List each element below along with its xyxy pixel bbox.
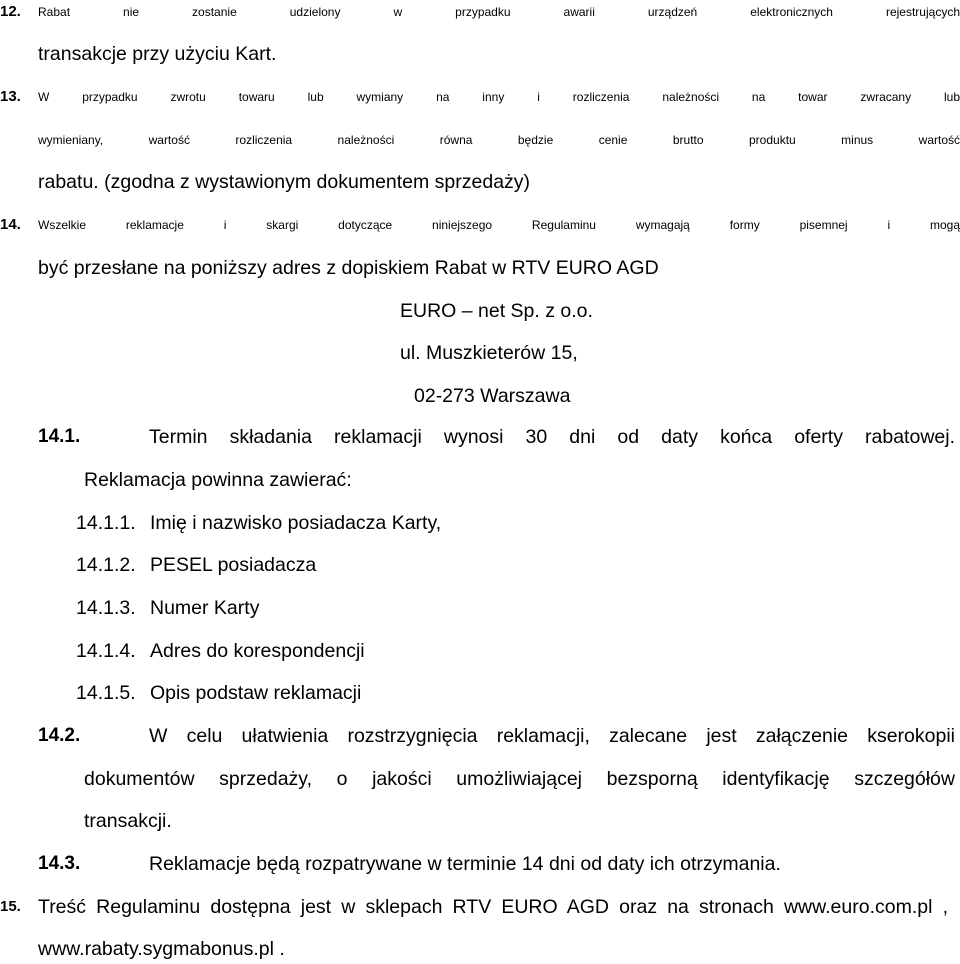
paragraph-line: transakcje przy użyciu Kart. xyxy=(38,43,277,65)
sub-item-text: Numer Karty xyxy=(150,597,260,619)
address-line: ul. Muszkieterów 15, xyxy=(400,342,578,364)
item-number: 14.3. xyxy=(38,853,81,874)
paragraph-line: Reklamacja powinna zawierać: xyxy=(84,469,352,491)
sub-item-number: 14.1.5. xyxy=(76,682,136,704)
sub-item-number: 14.1.3. xyxy=(76,597,136,619)
paragraph-line: wymieniany, wartość rozliczenia należności równa będzie cenie brutto produktu minus wartość xyxy=(38,133,960,147)
item-number: 12. xyxy=(0,3,21,20)
sub-item-number: 14.1.1. xyxy=(76,512,136,534)
paragraph-line: Reklamacje będą rozpatrywane w terminie 14 dni od daty ich otrzymania. xyxy=(149,853,781,875)
item-number: 14.2. xyxy=(38,725,81,746)
address-line: EURO – net Sp. z o.o. xyxy=(400,300,593,322)
sub-item-text: Imię i nazwisko posiadacza Karty, xyxy=(150,512,442,534)
sub-item-text: Adres do korespondencji xyxy=(150,640,365,662)
paragraph-line: transakcji. xyxy=(84,810,172,832)
paragraph-line: być przesłane na poniższy adres z dopiskiem Rabat w RTV EURO AGD xyxy=(38,257,659,279)
sub-item-text: Opis podstaw reklamacji xyxy=(150,682,362,704)
item-number: 13. xyxy=(0,88,21,105)
item-number: 14. xyxy=(0,216,21,233)
paragraph-line: Termin składania reklamacji wynosi 30 dni od daty końca oferty rabatowej. xyxy=(149,426,955,448)
item-number: 15. xyxy=(0,898,21,915)
paragraph-line: Wszelkie reklamacje i skargi dotyczące niniejszego Regulaminu wymagają formy pisemnej i mogą xyxy=(38,218,960,232)
sub-item-number: 14.1.4. xyxy=(76,640,136,662)
paragraph-line: Rabat nie zostanie udzielony w przypadku awarii urządzeń elektronicznych rejestrujących xyxy=(38,5,960,19)
paragraph-line: W przypadku zwrotu towaru lub wymiany na inny i rozliczenia należności na towar zwracany lub xyxy=(38,90,960,104)
paragraph-line: rabatu. (zgodna z wystawionym dokumentem sprzedaży) xyxy=(38,171,531,193)
paragraph-line: dokumentów sprzedaży, o jakości umożliwiającej bezsporną identyfikację szczegółów xyxy=(84,768,955,790)
address-line: 02-273 Warszawa xyxy=(414,385,571,407)
item-number: 14.1. xyxy=(38,426,81,447)
sub-item-number: 14.1.2. xyxy=(76,554,136,576)
paragraph-line: Treść Regulaminu dostępna jest w sklepach RTV EURO AGD oraz na stronach www.euro.com.pl , xyxy=(38,896,948,918)
sub-item-text: PESEL posiadacza xyxy=(150,554,317,576)
paragraph-line: www.rabaty.sygmabonus.pl . xyxy=(38,938,285,960)
paragraph-line: W celu ułatwienia rozstrzygnięcia reklamacji, zalecane jest załączenie kserokopii xyxy=(149,725,955,747)
